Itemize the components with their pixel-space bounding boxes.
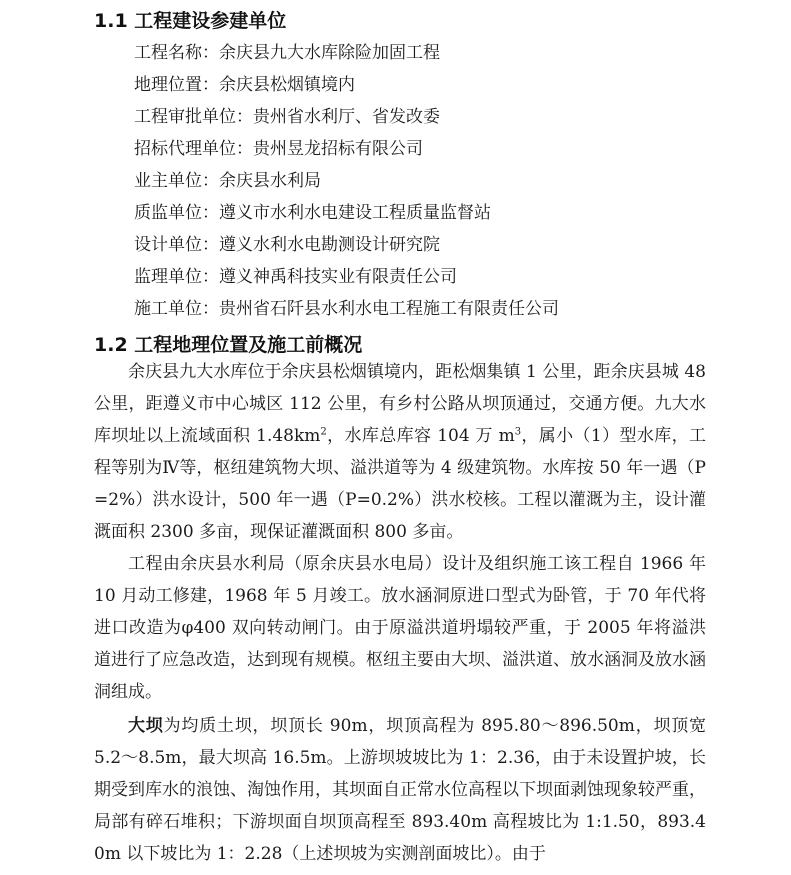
paragraph-history: 工程由余庆县水利局（原余庆县水电局）设计及组织施工该工程自 1966 年 10 月动工修建，1968 年 5 月竣工。放水涵洞原进口型式为卧管，于 70 年代将进口改造为φ400 双向转动闸门。由于原溢洪道坍塌较严重，于 2005 年将溢洪道进行了应急改造，达到现有规模。枢纽主要由大坝、溢洪道、放水涵洞及放水涵洞组成。 [94,554,706,702]
info-owner-unit: 业主单位：余庆县水利局 [134,171,321,191]
info-construction-unit: 施工单位：贵州省石阡县水利水电工程施工有限责任公司 [134,299,559,319]
paragraph-dam [94,710,706,870]
superscript-3: 3 [514,426,522,438]
superscript-2: 2 [320,426,327,438]
paragraph-overview-part1: 余庆县九大水库位于余庆县松烟镇境内，距松烟集镇 1 公里，距余庆县城 48 公里，距遵义市中心城区 112 公里，有乡村公路从坝顶通过，交通方便。九大水库坝址以上流域面积 1.48km [94,362,706,446]
section-heading-1-2: 1.2 工程地理位置及施工前概况 [94,334,363,356]
section-heading-1-1: 1.1 工程建设参建单位 [94,10,287,32]
info-project-name: 工程名称：余庆县九大水库除险加固工程 [134,43,440,63]
paragraph-overview [94,356,706,548]
info-supervision-unit: 监理单位：遵义神禹科技实业有限责任公司 [134,267,457,287]
paragraph-overview-part3: ，属小（1）型水库，工程等别为Ⅳ等，枢纽建筑物大坝、溢洪道等为 4 级建筑物。水库按 50 年一遇（P=2%）洪水设计，500 年一遇（P=0.2%）洪水校核。工程以灌溉为主，设计灌溉面积 2300 多亩，现保证灌溉面积 800 多亩。 [94,426,706,542]
info-bidding-agent: 招标代理单位：贵州昱龙招标有限公司 [134,139,423,159]
dam-term: 大坝 [128,716,164,736]
info-approval-unit: 工程审批单位：贵州省水利厅、省发改委 [134,107,440,127]
info-design-unit: 设计单位：遵义水利水电勘测设计研究院 [134,235,440,255]
info-quality-supervision: 质监单位：遵义市水利水电建设工程质量监督站 [134,203,491,223]
info-location: 地理位置：余庆县松烟镇境内 [134,75,355,95]
paragraph-overview-part2: ，水库总库容 104 万 m [326,426,515,446]
paragraph-dam-text: 为均质土坝，坝顶长 90m，坝顶高程为 895.80～896.50m，坝顶宽 5.2～8.5m，最大坝高 16.5m。上游坝坡坡比为 1：2.36，由于未设置护坡，长期受到库水的浪蚀、淘蚀作用，其坝面自正常水位高程以下坝面剥蚀现象较严重，局部有碎石堆积；下游坝面自坝顶高程至 893.40m 高程坡比为 1:1.50，893.40m 以下坡比为 1：2.28（上述坝坡为实测剖面坡比）。由于 [94,716,707,864]
